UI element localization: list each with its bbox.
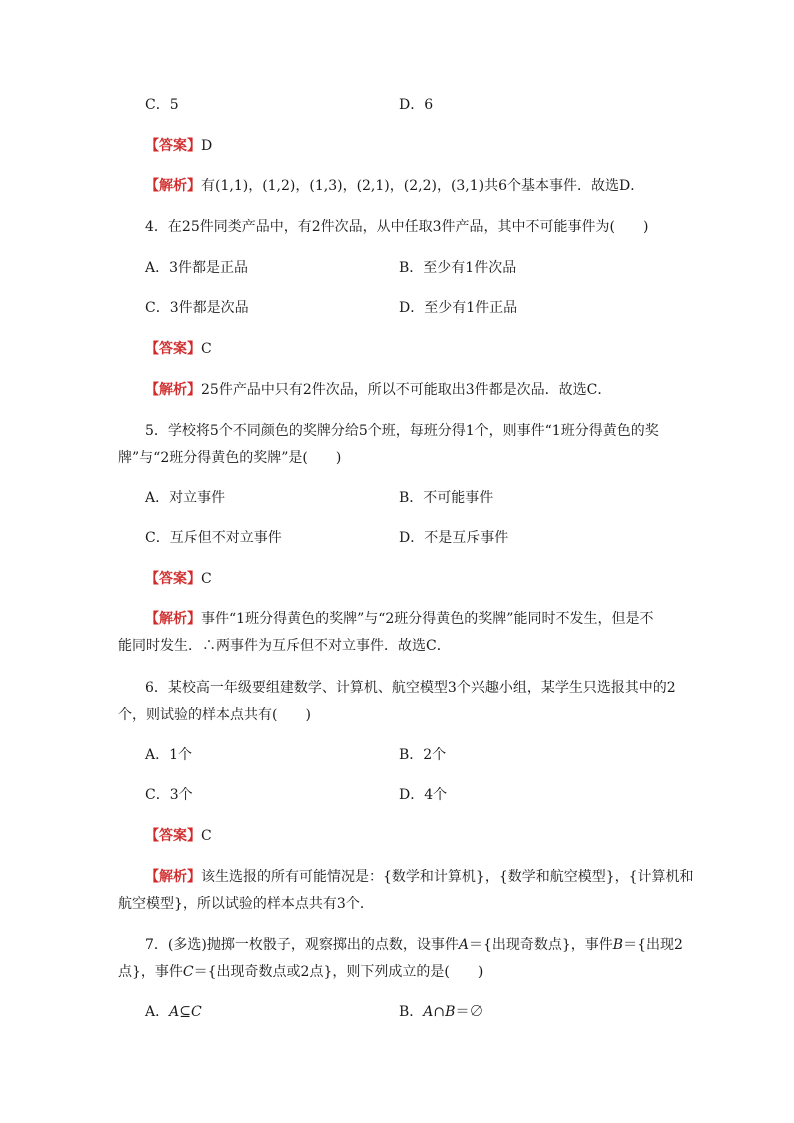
q5-analysis-line2: 能同时发生．∴两事件为互斥但不对立事件．故选C．: [118, 638, 451, 654]
q6-analysis-line1: [145, 867, 694, 887]
q7-option-a: [145, 1002, 202, 1022]
q6-option-a: A．1个: [145, 747, 193, 763]
question-6-stem-line2: 个，则试验的样本点共有( ): [118, 707, 311, 723]
q4-answer-line: [145, 339, 212, 359]
analysis-text: 有(1,1)，(1,2)，(1,3)，(2,1)，(2,2)，(3,1)共6个基本事件．故选D．: [201, 178, 645, 194]
q5-answer-line: [145, 569, 212, 589]
option-d: D．6: [399, 97, 434, 113]
answer-value: D: [201, 138, 213, 154]
q5-option-b: B．不可能事件: [399, 490, 494, 506]
q5-analysis-line1: [145, 609, 653, 629]
var-c: C: [182, 964, 194, 980]
option-c: C．5: [145, 97, 179, 113]
q4-option-b: B．至少有1件次品: [399, 260, 517, 276]
q5-option-d: D．不是互斥事件: [399, 530, 509, 546]
analysis-text: 该生选报的所有可能情况是：{数学和计算机}，{数学和航空模型}，{计算机和: [201, 869, 694, 885]
answer-label: 【答案】: [145, 341, 201, 357]
q6-option-c: C．3个: [145, 787, 193, 803]
question-4-stem: 4．在25件同类产品中，有2件次品，从中任取3件产品，其中不可能事件为( ): [145, 219, 649, 235]
subset-symbol: ⊆: [179, 1004, 191, 1020]
question-7-stem-line1: [145, 935, 683, 955]
q5-option-c: C．互斥但不对立事件: [145, 530, 282, 546]
var-a: A: [169, 1004, 180, 1020]
analysis-label: 【解析】: [145, 611, 201, 627]
answer-value: C: [201, 341, 212, 357]
stem-text: 点}，事件: [118, 964, 183, 980]
answer-label: 【答案】: [145, 571, 201, 587]
q4-analysis-line: [145, 380, 611, 400]
q7-option-b: [399, 1002, 483, 1022]
stem-text: ＝{出现奇数点}，事件: [468, 937, 613, 953]
analysis-label: 【解析】: [145, 178, 201, 194]
question-5-stem-line1: 5．学校将5个不同颜色的奖牌分给5个班，每班分得1个，则事件“1班分得黄色的奖: [145, 423, 659, 439]
stem-text: ＝{出现奇数点或2点}，则下列成立的是( ): [193, 964, 484, 980]
option-prefix: A．: [145, 1004, 170, 1020]
analysis-text: 事件“1班分得黄色的奖牌”与“2班分得黄色的奖牌”能同时不发生，但是不: [201, 611, 654, 627]
q6-option-b: B．2个: [399, 747, 447, 763]
stem-text: ＝{出现2: [623, 937, 683, 953]
intersect-symbol: ∩: [433, 1004, 446, 1020]
q6-answer-line: [145, 826, 212, 846]
answer-label: 【答案】: [145, 138, 201, 154]
q6-analysis-line2: 航空模型}，所以试验的样本点共有3个．: [118, 896, 374, 912]
analysis-label: 【解析】: [145, 869, 201, 885]
q4-option-c: C．3件都是次品: [145, 300, 249, 316]
q5-option-a: A．对立事件: [145, 490, 226, 506]
answer-value: C: [201, 571, 212, 587]
var-b: B: [445, 1004, 456, 1020]
q6-option-d: D．4个: [399, 787, 448, 803]
var-a: A: [458, 937, 469, 953]
var-c: C: [190, 1004, 202, 1020]
answer-value: C: [201, 828, 212, 844]
analysis-text: 25件产品中只有2件次品，所以不可能取出3件都是次品．故选C．: [201, 382, 612, 398]
empty-set-text: ＝∅: [455, 1004, 484, 1020]
var-b: B: [612, 937, 624, 953]
option-prefix: B．: [399, 1004, 424, 1020]
analysis-label: 【解析】: [145, 382, 201, 398]
answer-label: 【答案】: [145, 828, 201, 844]
var-a: A: [423, 1004, 434, 1020]
analysis-line: [145, 176, 644, 196]
question-7-stem-line2: [118, 962, 483, 982]
q4-option-d: D．至少有1件正品: [399, 300, 518, 316]
question-5-stem-line2: 牌”与“2班分得黄色的奖牌”是( ): [118, 450, 342, 466]
stem-text: 7．(多选)抛掷一枚骰子，观察掷出的点数，设事件: [145, 937, 459, 953]
q4-option-a: A．3件都是正品: [145, 260, 249, 276]
answer-line: [145, 136, 212, 156]
question-6-stem-line1: 6．某校高一年级要组建数学、计算机、航空模型3个兴趣小组，某学生只选报其中的2: [145, 680, 676, 696]
